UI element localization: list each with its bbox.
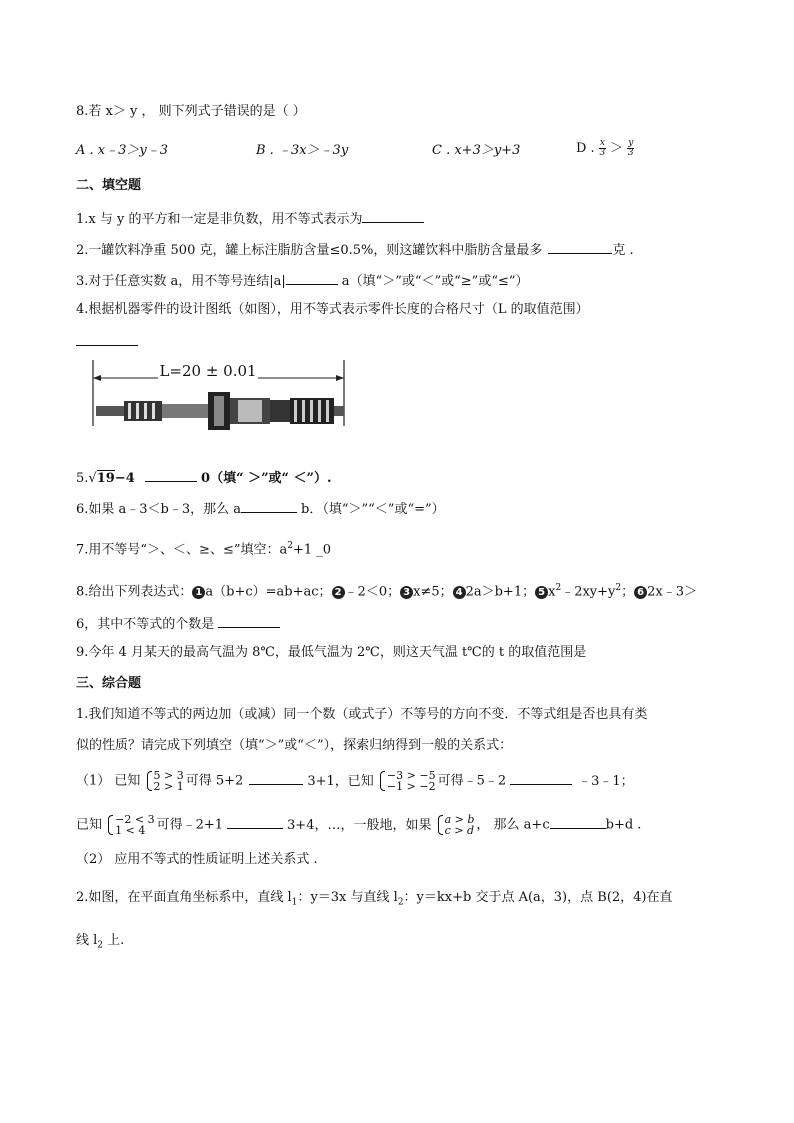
line2-label: 已知 <box>76 817 103 833</box>
fraction-x-over-3 <box>599 139 606 158</box>
line2-text: b+d . <box>605 817 642 833</box>
sys-line: 2 > 1 <box>153 780 184 793</box>
part1-text: 可得 5+2 <box>185 773 244 789</box>
fill-q3-text: 3.对于任意实数 a，用不等号连结|a| <box>76 274 286 289</box>
answer-blank[interactable] <box>227 815 283 829</box>
fill-q2-text: 2.一罐饮料净重 500 克，罐上标注脂肪含量≤0.5%，则这罐饮料中脂肪含量最多 <box>76 243 543 258</box>
comp-question-2-line2 <box>76 933 124 954</box>
fill-q1-text: 1.x 与 y 的平方和一定是非负数，用不等式表示为 <box>76 212 363 227</box>
sys-line: 1 < 4 <box>115 824 146 837</box>
inequality-system-4 <box>438 814 475 836</box>
sys-line: −1 > −2 <box>386 780 436 793</box>
line2-text: ， 那么 a+c <box>476 817 550 833</box>
fill-question-9: 9.今年 4 月某天的最高气温为 8℃，最低气温为 2℃，则这天气温 t℃的 t 的取值范围是 <box>76 645 587 660</box>
q5-prefix: 5. <box>76 471 89 486</box>
q7-exponent: 2 <box>287 541 293 551</box>
sqrt-symbol-icon: √ <box>88 471 97 486</box>
comp-question-2-line1 <box>76 890 673 911</box>
option-c: C . x+3＞y+3 <box>432 143 521 158</box>
option-a: A . x﹣3＞y﹣3 <box>76 143 169 158</box>
part1-label: （1） 已知 <box>76 773 141 789</box>
frac-denominator: 3 <box>599 148 606 158</box>
q5-minus-four: −4 <box>114 471 135 486</box>
q8-expr-6: 2x﹣3＞ <box>647 584 697 600</box>
comp-q1-part1 <box>76 770 634 792</box>
q2-subscript: 2 <box>97 940 104 951</box>
fill-question-6 <box>76 499 445 518</box>
answer-blank[interactable] <box>218 614 280 628</box>
sys-line: −2 < 3 <box>115 813 155 826</box>
comp-question-1-line1: 1.我们知道不等式的两边加（或减）同一个数（或式子）不等号的方向不变．不等式组是否也具有类 <box>76 707 648 722</box>
q8-expr-2: ﹣2＜0； <box>344 584 401 600</box>
q6-text: 6.如果 a﹣3＜b﹣3，那么 a <box>76 502 242 517</box>
option-b: B . ﹣3x＞﹣3y <box>256 143 349 158</box>
q7-text: 7.用不等号“＞、＜、≥、≤”填空：a <box>76 542 288 558</box>
circled-number-icon: 3 <box>400 586 413 599</box>
q8-exp: 2 <box>555 583 562 593</box>
q8-expr-1: a（b+c）=ab+ac； <box>205 584 332 600</box>
q2-text: 上. <box>103 933 125 948</box>
option-d <box>576 139 634 158</box>
comp-q1-line-general <box>76 814 641 836</box>
inequality-system-3 <box>108 814 154 836</box>
circled-number-icon: 6 <box>634 586 647 599</box>
circled-number-icon: 1 <box>192 586 205 599</box>
line2-text: 可得﹣2+1 <box>156 817 224 833</box>
line2-text: 3+4，…，一般地，如果 <box>287 817 432 833</box>
fill-question-3 <box>76 271 529 290</box>
frac-numerator: x <box>599 138 605 148</box>
comp-q1-part2: （2） 应用不等式的性质证明上述关系式 . <box>76 852 318 867</box>
arrow-left-icon <box>93 375 101 381</box>
answer-blank[interactable] <box>76 332 138 346</box>
fill-question-7 <box>76 538 331 558</box>
q2-subscript: 1 <box>291 897 298 908</box>
q5-suffix: 0（填“ ＞”或“ ＜”）. <box>201 471 332 486</box>
part1-text: ﹣3﹣1； <box>578 773 634 789</box>
q8-expr-3: x≠5； <box>413 584 453 600</box>
fill-q3-hint: a（填“＞”或“＜”或“≥”或“≤”） <box>341 274 529 289</box>
section-2-title: 二、填空题 <box>76 178 142 193</box>
option-d-prefix: D . <box>576 141 595 156</box>
inequality-system-2 <box>380 770 436 792</box>
fill-q2-unit: 克 . <box>612 243 634 258</box>
frac-denominator: 3 <box>627 148 634 158</box>
q8-exp: 2 <box>615 583 622 593</box>
q8-expr-5a: x <box>548 584 556 600</box>
answer-blank[interactable] <box>548 240 612 254</box>
dimension-label: L=20 ± 0.01 <box>159 362 257 380</box>
q2-text: ：y＝3x 与直线 l <box>297 890 398 905</box>
q8-expr-5b: ﹣2xy+y <box>561 584 616 600</box>
circled-number-icon: 5 <box>535 586 548 599</box>
fraction-y-over-3 <box>627 139 634 158</box>
sys-line: c > d <box>444 824 475 837</box>
part1-text: 3+1，已知 <box>307 773 374 789</box>
sys-line: a > b <box>444 813 475 826</box>
answer-blank[interactable] <box>286 271 338 285</box>
sys-line: −3 > −5 <box>386 769 436 782</box>
gt-sign: ＞ <box>610 141 624 156</box>
q2-text: ：y＝kx+b 交于点 A(a，3)，点 B(2，4)在直 <box>403 890 673 905</box>
answer-blank[interactable] <box>249 771 303 785</box>
q6-hint: b．（填“＞”“＜”或“=”） <box>301 502 445 517</box>
fill-question-5 <box>76 468 332 487</box>
fill-question-8-line2 <box>76 614 280 633</box>
answer-blank[interactable] <box>362 209 424 223</box>
inequality-system-1 <box>147 770 184 792</box>
fill-question-1 <box>76 209 424 228</box>
frac-numerator: y <box>628 138 634 148</box>
comp-question-1-line2: 似的性质？请完成下列填空（填“＞”或“＜”），探索归纳得到一般的关系式： <box>76 738 513 753</box>
fill-question-4: 4.根据机器零件的设计图纸（如图），用不等式表示零件长度的合格尺寸（L 的取值范围） <box>76 302 589 317</box>
fill-question-2 <box>76 240 634 259</box>
fill-question-8 <box>76 580 697 600</box>
arrow-right-icon <box>336 375 344 381</box>
q8-expr-5c: ； <box>621 584 635 600</box>
spark-plug-part <box>96 392 344 430</box>
circled-number-icon: 4 <box>453 586 466 599</box>
q2-text: 2.如图，在平面直角坐标系中，直线 l <box>76 890 292 905</box>
section-3-title: 三、综合题 <box>76 676 142 691</box>
q8-line2-text: 6，其中不等式的个数是 <box>76 617 215 632</box>
part1-text: 可得﹣5﹣2 <box>437 773 507 789</box>
q2-text: 线 l <box>76 933 98 948</box>
machine-part-figure <box>88 356 350 456</box>
answer-blank[interactable] <box>241 499 297 513</box>
q2-subscript: 2 <box>397 897 404 908</box>
answer-blank[interactable] <box>550 815 606 829</box>
q5-radicand: 19 <box>96 471 115 486</box>
sys-line: 5 > 3 <box>153 769 184 782</box>
fill-question-4-answer-line <box>76 332 138 351</box>
q8-expr-4: 2a＞b+1； <box>465 584 536 600</box>
answer-blank[interactable] <box>510 771 572 785</box>
circled-number-icon: 2 <box>332 586 345 599</box>
q8-intro: 8.给出下列表达式： <box>76 584 193 600</box>
mc-question-8-stem: 8.若 x＞ y ， 则下列式子错误的是（ ） <box>76 104 306 119</box>
q7-tail: +1 _0 <box>292 542 332 558</box>
answer-blank[interactable] <box>145 468 197 482</box>
